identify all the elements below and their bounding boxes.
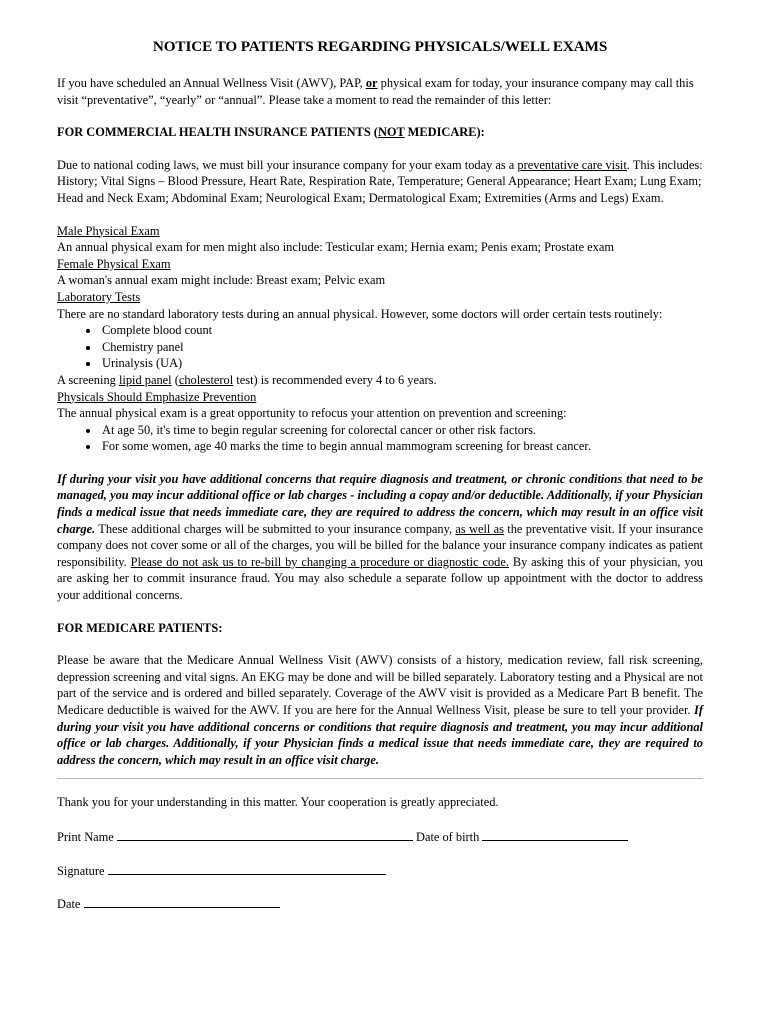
- lab-tests-text: There are no standard laboratory tests during an annual physical. However, some doctors will order certain tests routinely:: [57, 306, 663, 321]
- dob-label: Date of birth: [416, 829, 480, 844]
- thanks-text: Thank you for your understanding in this matter. Your cooperation is greatly appreciated.: [57, 795, 499, 810]
- document-page: [57, 38, 703, 913]
- medicare-paragraph: Please be aware that the Medicare Annual Wellness Visit (AWV) consists of a history, medication review, fall risk screening, depression screening and vital signs. An EKG may be done and will be billed separately. Laboratory testing and a Physical are not part of the service and is ordered and billed separately. Coverage of the AWV visit is provided as a Medicare Part B benefit. The Medicare deductible is waived for the AWV. If you are here for the Annual Wellness Visit, please be sure to tell your provider. If during your visit you have additional concerns or conditions that require diagnosis and treatment, you may incur additional office or lab charges. Additionally, if your Physician finds a medical issue that needs immediate care, they are required to address the concern, which may result in an office visit charge.: [57, 653, 703, 767]
- female-exam-heading: Female Physical Exam: [57, 256, 171, 271]
- intro-paragraph: If you have scheduled an Annual Wellness Visit (AWV), PAP, or physical exam for today, your insurance company may call this visit “preventative”, “yearly” or “annual”. Please take a moment to read the remainder of this letter:: [57, 76, 694, 107]
- signature-row: [57, 862, 703, 880]
- female-exam-text: A woman's annual exam might include: Breast exam; Pelvic exam: [57, 273, 386, 288]
- signature-label: Signature: [57, 863, 105, 878]
- list-item: • Urinalysis (UA): [100, 355, 703, 372]
- print-name-field[interactable]: [117, 828, 413, 841]
- date-field[interactable]: [84, 895, 280, 908]
- date-row: [57, 895, 703, 913]
- print-name-label: Print Name: [57, 829, 114, 844]
- lab-tests-list: [57, 322, 703, 372]
- prevention-list: [57, 422, 703, 455]
- commercial-heading: FOR COMMERCIAL HEALTH INSURANCE PATIENTS (NOT MEDICARE):: [57, 125, 485, 140]
- list-item: • Complete blood count: [100, 322, 703, 339]
- male-exam-heading: Male Physical Exam: [57, 223, 160, 238]
- medicare-heading: FOR MEDICARE PATIENTS:: [57, 620, 223, 635]
- dob-field[interactable]: [482, 828, 628, 841]
- list-item: • At age 50, it's time to begin regular screening for colorectal cancer or other risk factors.: [100, 422, 703, 439]
- date-label: Date: [57, 897, 81, 912]
- preventative-care-visit-term: preventative care visit: [517, 157, 627, 172]
- additional-charges-paragraph: If during your visit you have additional concerns that require diagnosis and treatment, or chronic conditions that need to be managed, you may incur additional office or lab charges - including a copay and/or deductible. Additionally, if your Physician finds a medical issue that needs immediate care, they are required to address the concern, which may result in an office visit charge. These additional charges will be submitted to your insurance company, as well as the preventative visit. If your insurance company does not cover some or all of the charges, you will be billed for the balance your insurance company indicates as patient responsibility. Please do not ask us to re-bill by changing a procedure or diagnostic code. By asking this of your physician, you are asking her to commit insurance fraud. You may also schedule a separate follow up appointment with the doctor to address your additional concerns.: [57, 471, 704, 603]
- list-item: • For some women, age 40 marks the time to begin annual mammogram screening for breast cancer.: [100, 438, 703, 455]
- prevention-text: The annual physical exam is a great opportunity to refocus your attention on prevention and screening:: [57, 406, 567, 421]
- divider: [57, 778, 703, 779]
- list-item: • Chemistry panel: [100, 339, 703, 356]
- page-title: NOTICE TO PATIENTS REGARDING PHYSICALS/WELL EXAMS: [152, 38, 608, 55]
- no-rebill-notice: Please do not ask us to re-bill by changing a procedure or diagnostic code.: [130, 554, 509, 569]
- male-exam-text: An annual physical exam for men might also include: Testicular exam; Hernia exam; Penis exam; Prostate exam: [57, 240, 615, 255]
- prevention-heading: Physicals Should Emphasize Prevention: [57, 389, 257, 404]
- commercial-paragraph: Due to national coding laws, we must bill your insurance company for your exam today as a preventative care visit. This includes: History; Vital Signs – Blood Pressure, Heart Rate, Respiration Rate, Temperature; General Appearance; Heart Exam; Lung Exam; Head and Neck Exam; Abdominal Exam; Neurological Exam; Dermatological Exam; Extremities (Arms and Legs) Exam.: [57, 157, 703, 205]
- lab-tests-heading: Laboratory Tests: [57, 289, 141, 304]
- signature-field[interactable]: [108, 862, 386, 875]
- print-name-row: [57, 828, 703, 846]
- lipid-screening-text: A screening lipid panel (cholesterol test) is recommended every 4 to 6 years.: [57, 372, 437, 387]
- or-emphasis: or: [365, 76, 378, 90]
